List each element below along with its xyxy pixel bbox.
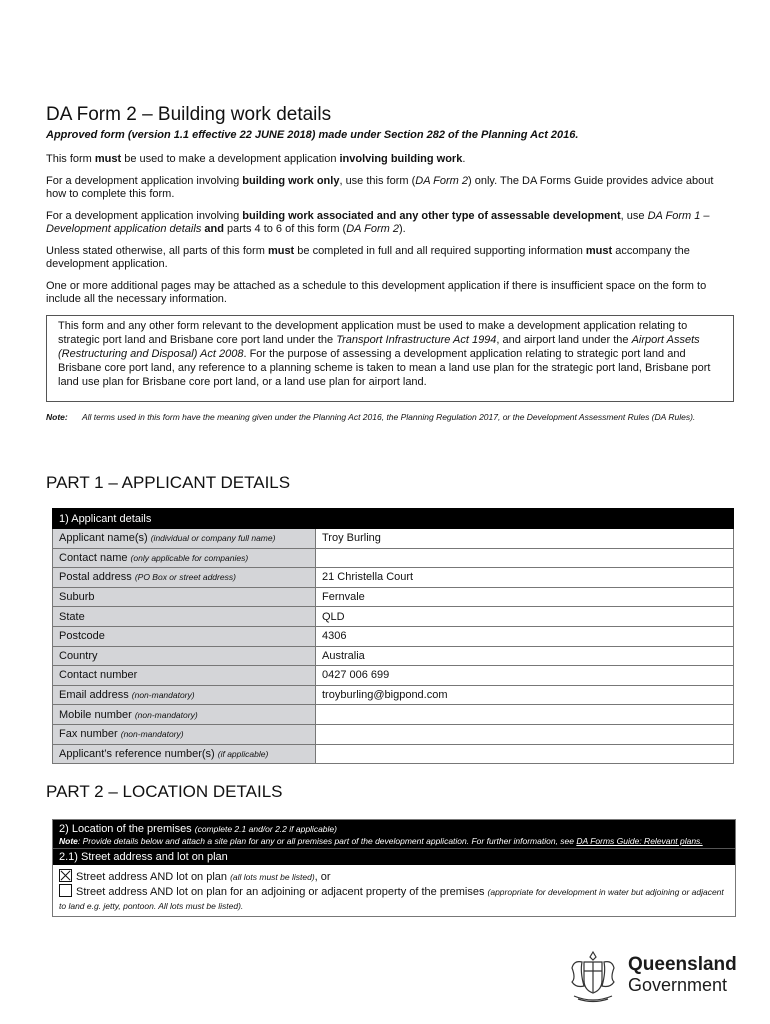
coat-of-arms-icon	[564, 946, 622, 1004]
field-label: Contact number	[53, 666, 316, 686]
field-label: Postcode	[53, 626, 316, 646]
note-text: All terms used in this form have the meaning given under the Planning Act 2016, the Planning Regulation 2017, or the Development Assessment Rules (DA Rules).	[82, 411, 696, 422]
checkbox-checked-icon[interactable]	[59, 869, 72, 882]
field-value[interactable]	[316, 548, 734, 568]
part1-heading: PART 1 – APPLICANT DETAILS	[46, 473, 291, 492]
intro-paragraph-4: Unless stated otherwise, all parts of this form must be completed in full and all required supporting information must accompany the development application.	[46, 244, 690, 270]
field-label: Applicant’s reference number(s) (if applicable)	[53, 744, 316, 764]
intro-paragraph-1: This form must be used to make a development application involving building work.	[46, 153, 466, 165]
location-note: Note: Provide details below and attach a site plan for any or all premises part of the development application. For further information, see DA Forms Guide: Relevant plans.	[59, 836, 703, 846]
applicant-details-title: 1) Applicant details	[53, 509, 734, 529]
logo-wordmark	[628, 955, 737, 995]
intro-paragraph-3: For a development application involving building work associated and any other type of assessable development, use DA Form 1 – Development application details and parts 4 to 6 of this form (DA Form 2).	[46, 209, 710, 235]
field-label: Suburb	[53, 587, 316, 607]
field-label: Fax number (non-mandatory)	[53, 724, 316, 744]
table-row	[53, 548, 734, 568]
table-row	[53, 568, 734, 588]
address-options	[53, 865, 735, 916]
field-label: State	[53, 607, 316, 627]
terms-note	[46, 412, 734, 423]
field-label: Mobile number (non-mandatory)	[53, 705, 316, 725]
field-value[interactable]: 0427 006 699	[316, 666, 734, 686]
table-row	[53, 529, 734, 549]
field-label: Applicant name(s) (individual or company full name)	[53, 529, 316, 549]
table-row	[53, 744, 734, 764]
field-value[interactable]: Fernvale	[316, 587, 734, 607]
port-land-notice-box	[46, 315, 734, 402]
field-value[interactable]	[316, 744, 734, 764]
intro-paragraph-2: For a development application involving building work only, use this form (DA Form 2) only. The DA Forms Guide provides advice about how to complete this form.	[46, 174, 714, 200]
applicant-details-table	[52, 508, 734, 764]
table-row	[53, 724, 734, 744]
field-value[interactable]: Australia	[316, 646, 734, 666]
da-forms-guide-link[interactable]: DA Forms Guide: Relevant plans.	[576, 836, 703, 846]
field-value[interactable]	[316, 724, 734, 744]
intro-paragraph-5: One or more additional pages may be attached as a schedule to this development application if there is insufficient space on the form to include all the necessary information.	[46, 279, 707, 305]
table-row	[53, 626, 734, 646]
field-value[interactable]: Troy Burling	[316, 529, 734, 549]
field-value[interactable]	[316, 705, 734, 725]
checkbox-unchecked-icon[interactable]	[59, 884, 72, 897]
field-label: Postal address (PO Box or street address)	[53, 568, 316, 588]
option-adjoining-property[interactable]: Street address AND lot on plan for an adjoining or adjacent property of the premises (appropriate for development in water but adjoining or adjacent to land e.g. jetty, pontoon. All lots must be listed).	[59, 886, 724, 911]
table-row	[53, 666, 734, 686]
field-value[interactable]: troyburling@bigpond.com	[316, 685, 734, 705]
logo-line-2: Government	[628, 975, 728, 995]
field-label: Email address (non-mandatory)	[53, 685, 316, 705]
page-subtitle: Approved form (version 1.1 effective 22 JUNE 2018) made under Section 282 of the Planning Act 2016.	[46, 129, 579, 141]
option-street-address-lot[interactable]: Street address AND lot on plan (all lots must be listed), or	[59, 869, 729, 884]
field-value[interactable]: 21 Christella Court	[316, 568, 734, 588]
field-label: Contact name (only applicable for companies)	[53, 548, 316, 568]
table-row	[53, 646, 734, 666]
port-land-notice-text: This form and any other form relevant to the development application must be used to make a development application relating to strategic port land and Brisbane core port land under the Transport Infrastructure Act 1994, and airport land under the Airport Assets (Restructuring and Disposal) Act 2008. For the purpose of assessing a development application relating to strategic port land and Brisbane core port land, any reference to a planning scheme is taken to mean a land use plan for the strategic port land, Brisbane port land use plan for Brisbane core port land, or a land use plan for airport land.	[58, 319, 711, 389]
table-row	[53, 607, 734, 627]
logo-line-1: Queensland	[628, 954, 737, 975]
street-address-subheader: 2.1) Street address and lot on plan	[53, 848, 735, 865]
page-title: DA Form 2 – Building work details	[46, 104, 332, 125]
form-page	[46, 104, 734, 423]
field-value[interactable]: QLD	[316, 607, 734, 627]
table-row	[53, 705, 734, 725]
note-label: Note:	[46, 411, 68, 422]
queensland-government-logo	[564, 946, 737, 1004]
part2-heading: PART 2 – LOCATION DETAILS	[46, 782, 283, 801]
field-label: Country	[53, 646, 316, 666]
field-value[interactable]: 4306	[316, 626, 734, 646]
table-row	[53, 587, 734, 607]
location-section-header: 2) Location of the premises (complete 2.1 and/or 2.2 if applicable) Note: Provide details below and attach a site plan for any or all premises part of the development application. For further information, see DA Forms Guide: Relevant plans.	[53, 820, 735, 848]
location-details-section	[52, 819, 736, 917]
table-row	[53, 685, 734, 705]
